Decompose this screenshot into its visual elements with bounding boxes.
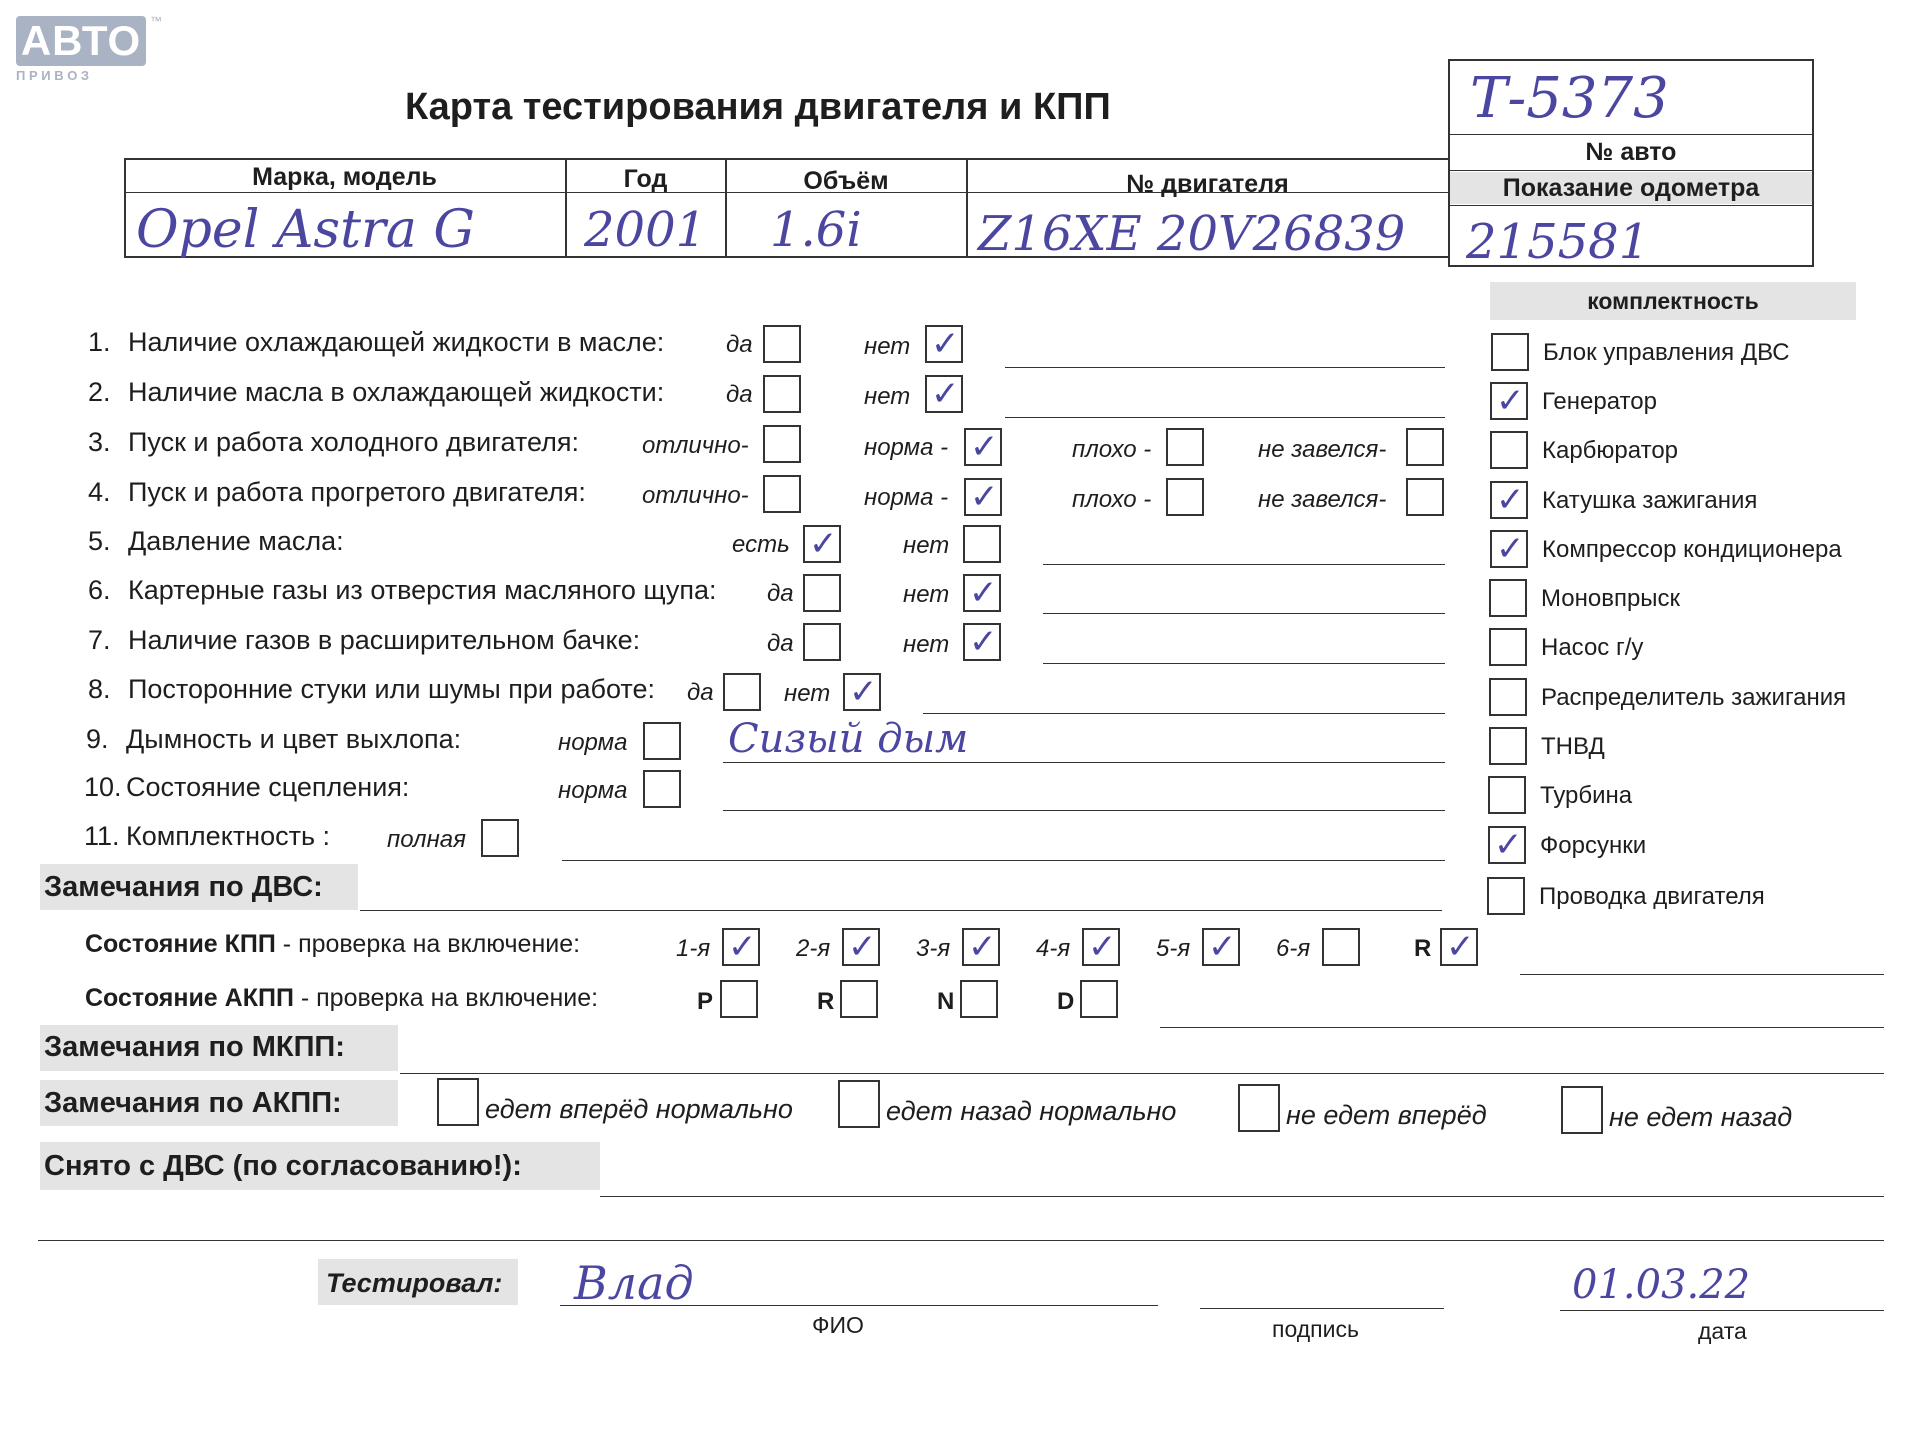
q10-normal-checkbox[interactable] (643, 770, 681, 808)
q3-normal-checkbox[interactable]: ✓ (964, 428, 1002, 466)
kit-checkbox-distributor[interactable] (1489, 678, 1527, 716)
akpp-no-backward-label: не едет назад (1609, 1102, 1793, 1132)
akpp-mode-r-checkbox[interactable] (840, 980, 878, 1018)
q7-text: Наличие газов в расширительном бачке: (128, 625, 641, 655)
akpp-mode-n-label: N (937, 988, 955, 1015)
q11-opt-full: полная (387, 826, 466, 853)
remarks-engine-label: Замечания по ДВС: (44, 871, 323, 903)
akpp-backward-normal-checkbox[interactable] (838, 1080, 880, 1128)
col-engine-no: № двигателя (1126, 170, 1289, 198)
kpp-gear-r-label: R (1414, 935, 1432, 962)
q9-opt-normal: норма (558, 729, 628, 756)
kpp-gear-4-label: 4-я (1036, 935, 1071, 962)
q3-opt-excellent: отлично- (642, 432, 749, 459)
q11-num: 11. (84, 821, 120, 851)
kit-checkbox-ecu[interactable] (1491, 333, 1529, 371)
akpp-mode-n-checkbox[interactable] (960, 980, 998, 1018)
q9-note: Сизый дым (728, 716, 969, 762)
q6-text: Картерные газы из отверстия масляного щупа: (128, 575, 717, 605)
q6-yes-checkbox[interactable] (803, 574, 841, 612)
q4-bad-checkbox[interactable] (1166, 478, 1204, 516)
akpp-no-forward-checkbox[interactable] (1238, 1084, 1280, 1132)
odometer-value: 215581 (1466, 214, 1650, 270)
kit-checkbox-wiring[interactable] (1487, 877, 1525, 915)
q10-num: 10. (84, 772, 122, 802)
q3-num: 3. (88, 427, 111, 457)
akpp-mode-d-label: D (1057, 988, 1075, 1015)
akpp-mode-d-checkbox[interactable] (1080, 980, 1118, 1018)
kit-checkbox-ignition-coil[interactable]: ✓ (1490, 481, 1528, 519)
q3-no-start-checkbox[interactable] (1406, 428, 1444, 466)
kpp-gear-4-checkbox[interactable]: ✓ (1082, 928, 1120, 966)
q7-no-checkbox[interactable]: ✓ (963, 623, 1001, 661)
akpp-mode-r-label: R (817, 988, 835, 1015)
q10-text: Состояние сцепления: (126, 772, 410, 802)
q1-yes-checkbox[interactable] (763, 325, 801, 363)
akpp-forward-normal-label: едет вперёд нормально (485, 1094, 793, 1124)
q3-opt-normal: норма - (864, 434, 949, 461)
akpp-label (85, 984, 598, 1013)
kpp-gear-5-checkbox[interactable]: ✓ (1202, 928, 1240, 966)
akpp-forward-normal-checkbox[interactable] (437, 1078, 479, 1126)
q4-num: 4. (88, 477, 111, 507)
q2-opt-no: нет (864, 383, 911, 410)
q8-yes-checkbox[interactable] (723, 673, 761, 711)
q6-opt-yes: да (767, 580, 794, 607)
q5-opt-no: нет (903, 532, 950, 559)
q4-opt-excellent: отлично- (642, 482, 749, 509)
tested-label: Тестировал: (326, 1268, 503, 1298)
q8-text: Посторонние стуки или шумы при работе: (128, 674, 655, 704)
q5-opt-yes: есть (732, 531, 790, 558)
q4-text: Пуск и работа прогретого двигателя: (128, 477, 586, 507)
tested-name: Влад (574, 1256, 694, 1310)
tested-date: 01.03.22 (1572, 1262, 1751, 1308)
col-volume: Объём (803, 167, 889, 195)
kit-label-injection-pump: ТНВД (1541, 733, 1605, 760)
kpp-gear-3-checkbox[interactable]: ✓ (962, 928, 1000, 966)
q4-excellent-checkbox[interactable] (763, 475, 801, 513)
odometer-label: Показание одометра (1502, 174, 1760, 202)
q11-text: Комплектность : (126, 821, 331, 851)
value-make-model: Opel Astra G (136, 200, 475, 260)
kit-label-carburetor: Карбюратор (1542, 437, 1679, 464)
kpp-gear-2-checkbox[interactable]: ✓ (842, 928, 880, 966)
kit-label-distributor: Распределитель зажигания (1541, 684, 1847, 711)
kit-checkbox-injection-pump[interactable] (1489, 727, 1527, 765)
car-number-value: Т-5373 (1470, 66, 1669, 131)
q1-text: Наличие охлаждающей жидкости в масле: (128, 327, 665, 357)
kpp-label (85, 930, 580, 959)
page-title: Карта тестирования двигателя и КПП (405, 86, 1111, 128)
kpp-gear-1-checkbox[interactable]: ✓ (722, 928, 760, 966)
logo: АВТО (16, 16, 146, 66)
kit-checkbox-ps-pump[interactable] (1489, 628, 1527, 666)
kit-checkbox-turbo[interactable] (1488, 776, 1526, 814)
remarks-akpp-label: Замечания по АКПП: (44, 1087, 342, 1119)
kpp-gear-6-label: 6-я (1276, 935, 1311, 962)
kit-label-wiring: Проводка двигателя (1539, 883, 1765, 910)
kit-label-ignition-coil: Катушка зажигания (1542, 487, 1758, 514)
kit-label-ac-compressor: Компрессор кондиционера (1542, 536, 1842, 563)
q4-opt-bad: плохо - (1072, 486, 1152, 513)
akpp-label-rest: - проверка на включение: (293, 984, 599, 1012)
kpp-gear-2-label: 2-я (796, 935, 831, 962)
removed-label: Снято с ДВС (по согласованию!): (44, 1150, 522, 1182)
col-year: Год (623, 165, 668, 193)
q6-num: 6. (88, 575, 111, 605)
q8-num: 8. (88, 674, 111, 704)
kit-checkbox-mono-injection[interactable] (1489, 579, 1527, 617)
kpp-gear-3-label: 3-я (916, 935, 951, 962)
q4-no-start-checkbox[interactable] (1406, 478, 1444, 516)
fio-label: ФИО (812, 1312, 864, 1338)
kpp-label-bold: Состояние КПП (85, 930, 276, 958)
q7-num: 7. (88, 625, 111, 655)
q1-opt-no: нет (864, 333, 911, 360)
q7-yes-checkbox[interactable] (803, 623, 841, 661)
kpp-label-rest: - проверка на включение: (275, 930, 581, 958)
akpp-no-forward-label: не едет вперёд (1286, 1100, 1487, 1130)
akpp-label-bold: Состояние АКПП (85, 984, 294, 1012)
q2-text: Наличие масла в охлаждающей жидкости: (128, 377, 665, 407)
q4-opt-no-start: не завелся- (1258, 486, 1387, 513)
remarks-mkpp-label: Замечания по МКПП: (44, 1031, 345, 1063)
q3-opt-bad: плохо - (1072, 436, 1152, 463)
kit-checkbox-carburetor[interactable] (1490, 431, 1528, 469)
q9-text: Дымность и цвет выхлопа: (126, 724, 462, 754)
q11-full-checkbox[interactable] (481, 819, 519, 857)
kpp-gear-r-checkbox[interactable]: ✓ (1440, 928, 1478, 966)
value-volume: 1.6i (770, 202, 862, 258)
date-label: дата (1698, 1318, 1747, 1344)
q2-num: 2. (88, 377, 111, 407)
kit-title: комплектность (1587, 288, 1759, 314)
logo-tm: ™ (150, 14, 162, 28)
akpp-backward-normal-label: едет назад нормально (886, 1096, 1177, 1126)
q8-opt-no: нет (784, 680, 831, 707)
q10-opt-normal: норма (558, 777, 628, 804)
q2-yes-checkbox[interactable] (763, 375, 801, 413)
akpp-no-backward-checkbox[interactable] (1561, 1086, 1603, 1134)
col-make-model: Марка, модель (252, 163, 437, 191)
q9-normal-checkbox[interactable] (643, 722, 681, 760)
q9-num: 9. (86, 724, 109, 754)
q6-opt-no: нет (903, 581, 950, 608)
kit-label-ps-pump: Насос г/у (1541, 634, 1644, 661)
kit-checkbox-generator[interactable]: ✓ (1490, 382, 1528, 420)
q3-text: Пуск и работа холодного двигателя: (128, 427, 579, 457)
q8-no-checkbox[interactable]: ✓ (843, 673, 881, 711)
q4-normal-checkbox[interactable]: ✓ (964, 478, 1002, 516)
akpp-mode-p-label: P (697, 988, 714, 1015)
value-engine-no: Z16XE 20V26839 (978, 206, 1406, 262)
kpp-gear-1-label: 1-я (676, 935, 711, 962)
q3-excellent-checkbox[interactable] (763, 425, 801, 463)
q5-text: Давление масла: (128, 526, 344, 556)
q5-num: 5. (88, 526, 111, 556)
akpp-mode-p-checkbox[interactable] (720, 980, 758, 1018)
kit-label-injectors: Форсунки (1540, 832, 1647, 859)
kit-label-generator: Генератор (1542, 388, 1657, 415)
kit-checkbox-ac-compressor[interactable]: ✓ (1490, 530, 1528, 568)
q3-opt-no-start: не завелся- (1258, 436, 1387, 463)
q1-no-checkbox[interactable]: ✓ (925, 325, 963, 363)
q2-no-checkbox[interactable]: ✓ (925, 375, 963, 413)
kit-label-mono-injection: Моновпрыск (1541, 585, 1681, 612)
kpp-gear-5-label: 5-я (1156, 935, 1191, 962)
kit-label-ecu: Блок управления ДВС (1543, 339, 1790, 366)
kit-checkbox-injectors[interactable]: ✓ (1488, 826, 1526, 864)
q5-yes-checkbox[interactable]: ✓ (803, 525, 841, 563)
q6-no-checkbox[interactable]: ✓ (963, 574, 1001, 612)
q2-opt-yes: да (726, 381, 753, 408)
q5-no-checkbox[interactable] (963, 525, 1001, 563)
q1-num: 1. (88, 327, 111, 357)
q4-opt-normal: норма - (864, 484, 949, 511)
logo-subtitle: П Р И В О З (16, 68, 90, 83)
q3-bad-checkbox[interactable] (1166, 428, 1204, 466)
value-year: 2001 (584, 202, 707, 258)
q8-opt-yes: да (687, 679, 714, 706)
kit-label-turbo: Турбина (1540, 782, 1633, 809)
q7-opt-yes: да (767, 630, 794, 657)
q1-opt-yes: да (726, 331, 753, 358)
kpp-gear-6-checkbox[interactable] (1322, 928, 1360, 966)
car-number-label: № авто (1585, 138, 1677, 166)
q7-opt-no: нет (903, 631, 950, 658)
signature-label: подпись (1272, 1316, 1359, 1342)
